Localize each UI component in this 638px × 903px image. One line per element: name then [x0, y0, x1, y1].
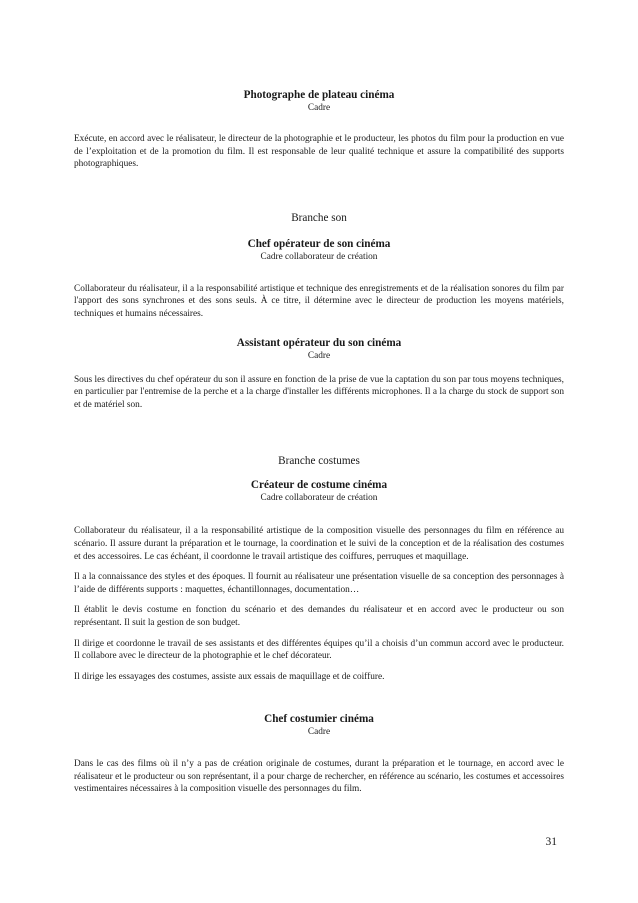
- section-subtitle: Cadre collaborateur de création: [260, 251, 378, 262]
- section-title: Chef costumier cinéma: [264, 713, 374, 726]
- paragraph: Exécute, en accord avec le réalisateur, le directeur de la photographie et le producteur, les photos du film pour la production en vue de l’exploitation et de la promotion du film. Il est responsable de leur qualité technique et assure la compatibilité des supports photographiques.: [74, 134, 564, 170]
- section-chef-operateur-son: [74, 238, 564, 321]
- document-page: [74, 0, 564, 796]
- section-title: Créateur de costume cinéma: [250, 479, 388, 492]
- paragraph: Sous les directives du chef opérateur du son il assure en fonction de la prise de vue la captation du son par tous moyens techniques, en particulier par l'entremise de la perche et a la charge d'installer les différents microphones. Il a la charge du stock de support son et de matériel son.: [74, 374, 564, 410]
- section-subtitle: Cadre: [307, 350, 331, 361]
- section-assistant-son: [74, 337, 564, 412]
- paragraph: Collaborateur du réalisateur, il a la responsabilité artistique et technique des enregistrements et de la réalisation sonores du film par l'apport des sons synchrones et des sons seuls. À ce titre, il détermine avec le directeur de production les moyens matériels, techniques et humains nécessaires.: [74, 283, 564, 319]
- paragraph: Collaborateur du réalisateur, il a la responsabilité artistique de la composition visuelle des personnages du film en référence au scénario. Il assure durant la préparation et le tournage, la coordination et le suivi de la conception et de la réalisation des costumes et des accessoires. Le cas échéant, il coordonne le travail artistique des coiffures, perruques et maquillage.: [74, 526, 564, 562]
- paragraph: Il dirige les essayages des costumes, assiste aux essais de maquillage et de coiffure.: [74, 671, 385, 682]
- page-number: 31: [545, 836, 557, 848]
- section-subtitle: Cadre collaborateur de création: [260, 493, 378, 504]
- section-title: Photographe de plateau cinéma: [243, 89, 395, 101]
- paragraph: Il a la connaissance des styles et des époques. Il fournit au réalisateur une présentation visuelle de sa conception des personnages à l’aide de différents supports : maquettes, échantillonnages, documentation…: [74, 572, 564, 595]
- section-chef-costumier: [74, 713, 564, 796]
- section-photographe: [74, 89, 564, 171]
- section-title: Chef opérateur de son cinéma: [247, 237, 391, 250]
- paragraph: Il établit le devis costume en fonction du scénario et des demandes du réalisateur et en accord avec le producteur ou son représentant. Il suit la gestion de son budget.: [74, 605, 564, 628]
- paragraph: Il dirige et coordonne le travail de ses assistants et des différentes équipes qu’il a choisis d’un commun accord avec le producteur. Il collabore avec le directeur de la photographie et le chef décorateur.: [74, 638, 564, 662]
- paragraph: Dans le cas des films où il n’y a pas de création originale de costumes, durant la préparation et le tournage, en accord avec le réalisateur et le producteur ou son représentant, il a pour charge de rechercher, en référence au scénario, les costumes et accessoires vestimentaires nécessaires à la composition visuelle des personnages du film.: [74, 759, 564, 795]
- section-createur-costume: [74, 479, 564, 683]
- branch-heading: Branche costumes: [278, 455, 360, 468]
- section-title: Assistant opérateur du son cinéma: [236, 336, 402, 349]
- section-subtitle: Cadre: [307, 103, 331, 113]
- branch-heading: Branche son: [291, 211, 347, 224]
- section-subtitle: Cadre: [307, 727, 331, 738]
